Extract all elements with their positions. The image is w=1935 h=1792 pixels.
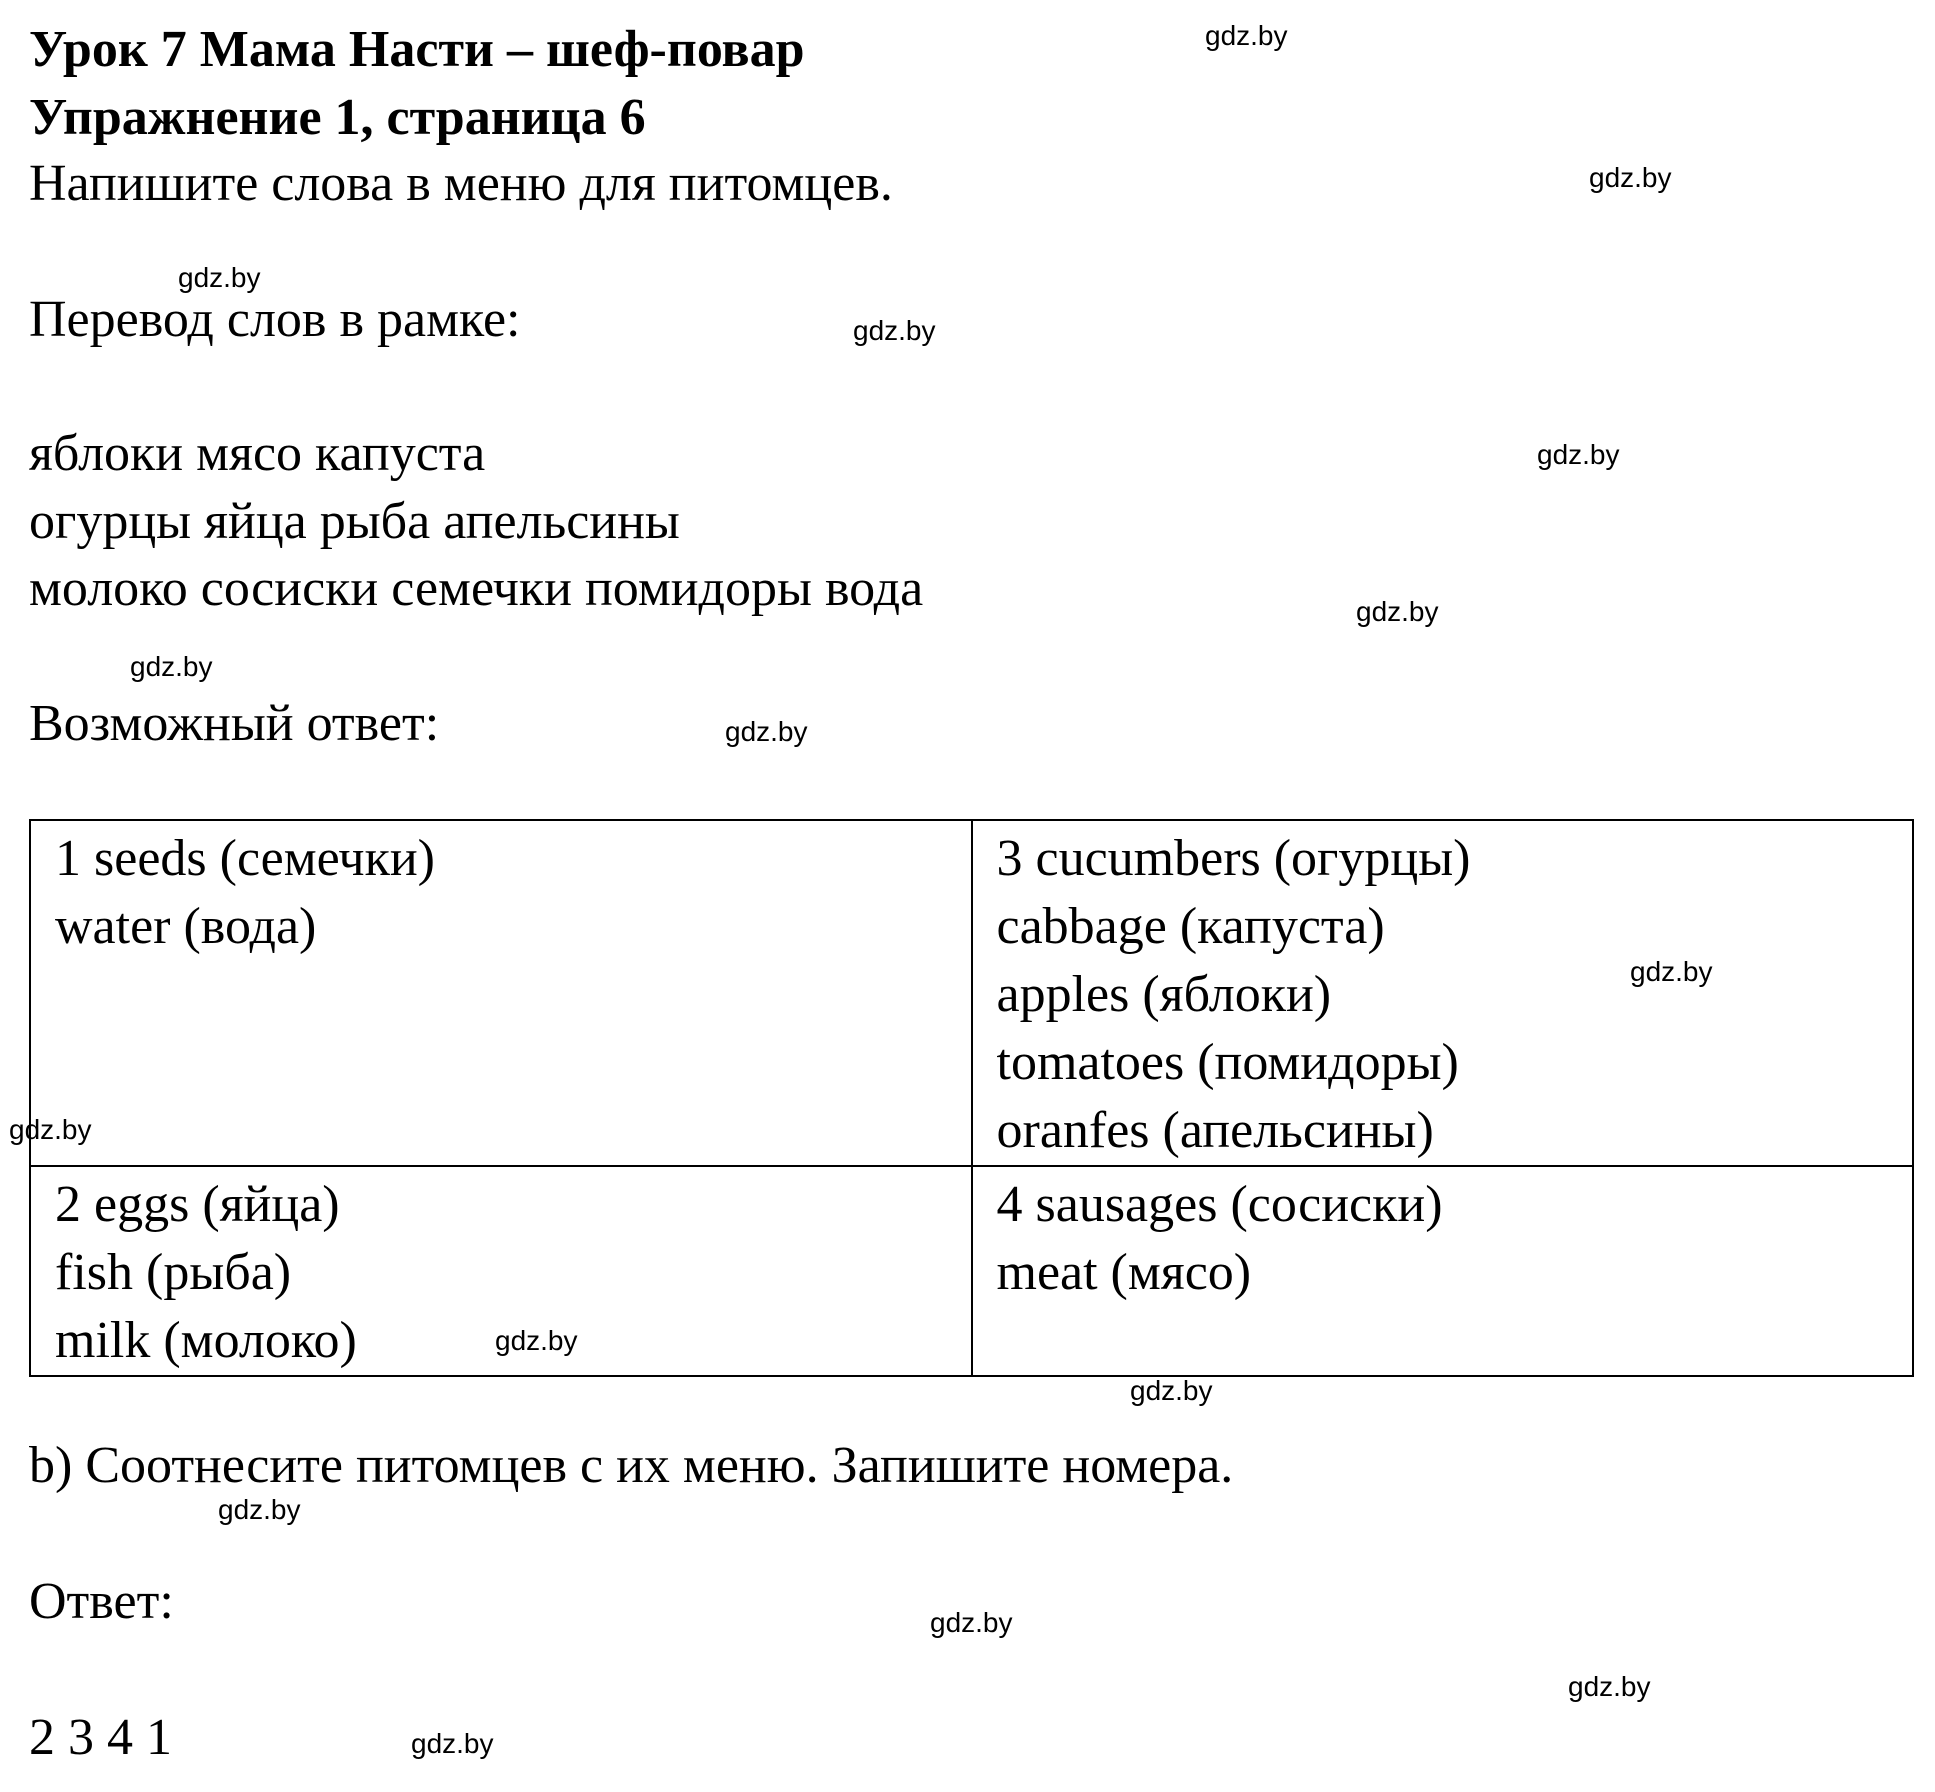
answer-value: 2 3 4 1: [29, 1709, 172, 1766]
menu-cell-3-line: oranfes (апельсины): [996, 1102, 1434, 1159]
menu-cell-4-line: 4 sausages (сосиски): [996, 1176, 1443, 1233]
possible-answer-label: Возможный ответ:: [29, 695, 440, 752]
lesson-title: Урок 7 Мама Насти – шеф-повар: [29, 21, 805, 78]
answer-label: Ответ:: [29, 1573, 174, 1630]
menu-cell-3-line: 3 cucumbers (огурцы): [996, 830, 1471, 887]
watermark: gdz.by: [725, 716, 808, 747]
table-row: [30, 820, 1913, 1166]
watermark: gdz.by: [1205, 20, 1288, 51]
menu-cell-3-line: cabbage (капуста): [996, 898, 1385, 955]
menu-cell-1: [30, 820, 972, 1166]
menu-cell-3-line: tomatoes (помидоры): [996, 1034, 1459, 1091]
watermark: gdz.by: [495, 1325, 578, 1356]
watermark: gdz.by: [178, 262, 261, 293]
translation-line-3: молоко сосиски семечки помидоры вода: [29, 560, 924, 617]
watermark: gdz.by: [1537, 439, 1620, 470]
watermark: gdz.by: [853, 315, 936, 346]
menu-cell-4: [972, 1166, 1914, 1376]
exercise-title: Упражнение 1, страница 6: [29, 89, 646, 146]
watermark: gdz.by: [1589, 162, 1672, 193]
menu-cell-3-line: apples (яблоки): [996, 966, 1332, 1023]
watermark: gdz.by: [1630, 956, 1713, 987]
watermark: gdz.by: [1568, 1671, 1651, 1702]
menu-table: [29, 819, 1914, 1377]
translation-label: Перевод слов в рамке:: [29, 291, 521, 348]
table-row: [30, 1166, 1913, 1376]
translation-line-1: яблоки мясо капуста: [29, 425, 486, 482]
menu-cell-3: [972, 820, 1914, 1166]
watermark: gdz.by: [130, 651, 213, 682]
menu-cell-1-line: water (вода): [55, 898, 317, 955]
watermark: gdz.by: [930, 1607, 1013, 1638]
watermark: gdz.by: [9, 1114, 92, 1145]
task-b-instruction: b) Соотнесите питомцев с их меню. Запишите номера.: [29, 1437, 1234, 1494]
translation-line-2: огурцы яйца рыба апельсины: [29, 493, 680, 550]
watermark: gdz.by: [218, 1494, 301, 1525]
menu-cell-2-line: milk (молоко): [55, 1312, 357, 1369]
watermark: gdz.by: [411, 1728, 494, 1759]
task-a-instruction: Напишите слова в меню для питомцев.: [29, 155, 893, 212]
menu-cell-1-line: 1 seeds (семечки): [55, 830, 435, 887]
menu-cell-2-line: 2 eggs (яйца): [55, 1176, 340, 1233]
menu-cell-2-line: fish (рыба): [55, 1244, 292, 1301]
menu-cell-4-line: meat (мясо): [996, 1244, 1252, 1301]
watermark: gdz.by: [1130, 1375, 1213, 1406]
watermark: gdz.by: [1356, 596, 1439, 627]
